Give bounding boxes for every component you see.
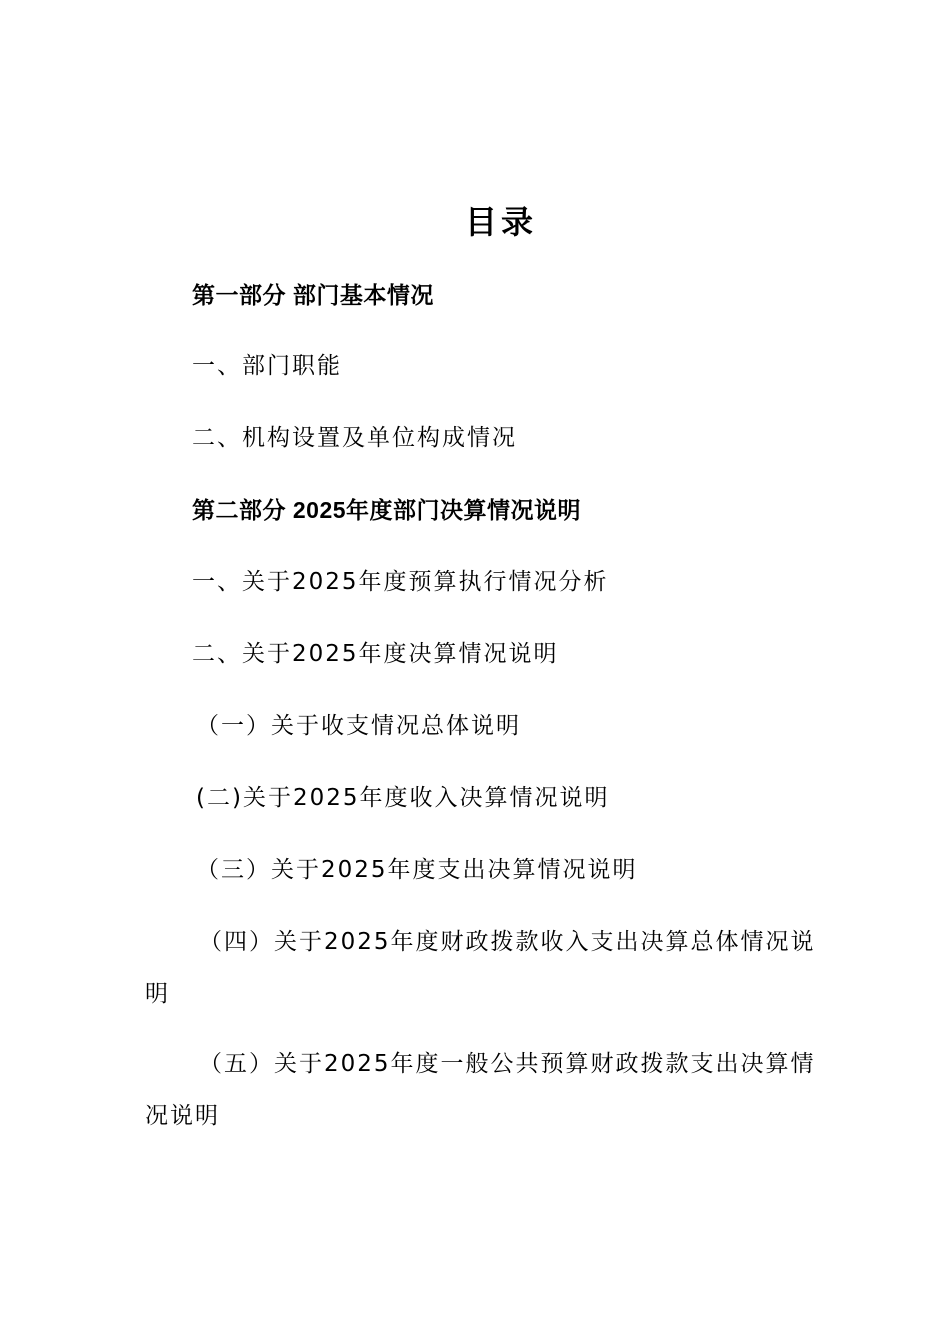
- toc-item-final-accounts[interactable]: 二、关于2025年度决算情况说明: [192, 641, 559, 667]
- toc-subitem-2[interactable]: (二)关于2025年度收入决算情况说明: [196, 785, 610, 811]
- toc-item-organization[interactable]: 二、机构设置及单位构成情况: [192, 425, 517, 451]
- toc-item-department-functions[interactable]: 一、部门职能: [192, 353, 342, 379]
- toc-item-budget-execution[interactable]: 一、关于2025年度预算执行情况分析: [192, 569, 609, 595]
- toc-subitem-3[interactable]: （三）关于2025年度支出决算情况说明: [196, 857, 638, 883]
- toc-subitem-4[interactable]: （四）关于2025年度财政拨款收入支出决算总体情况说明: [145, 929, 816, 1007]
- toc-subitem-5[interactable]: （五）关于2025年度一般公共预算财政拨款支出决算情况说明: [145, 1051, 816, 1129]
- toc-title: 目录: [464, 203, 537, 241]
- toc-subitem-1[interactable]: （一）关于收支情况总体说明: [196, 713, 521, 739]
- toc-part-two[interactable]: 第二部分 2025年度部门决算情况说明: [192, 497, 582, 523]
- toc-part-one[interactable]: 第一部分 部门基本情况: [192, 282, 434, 308]
